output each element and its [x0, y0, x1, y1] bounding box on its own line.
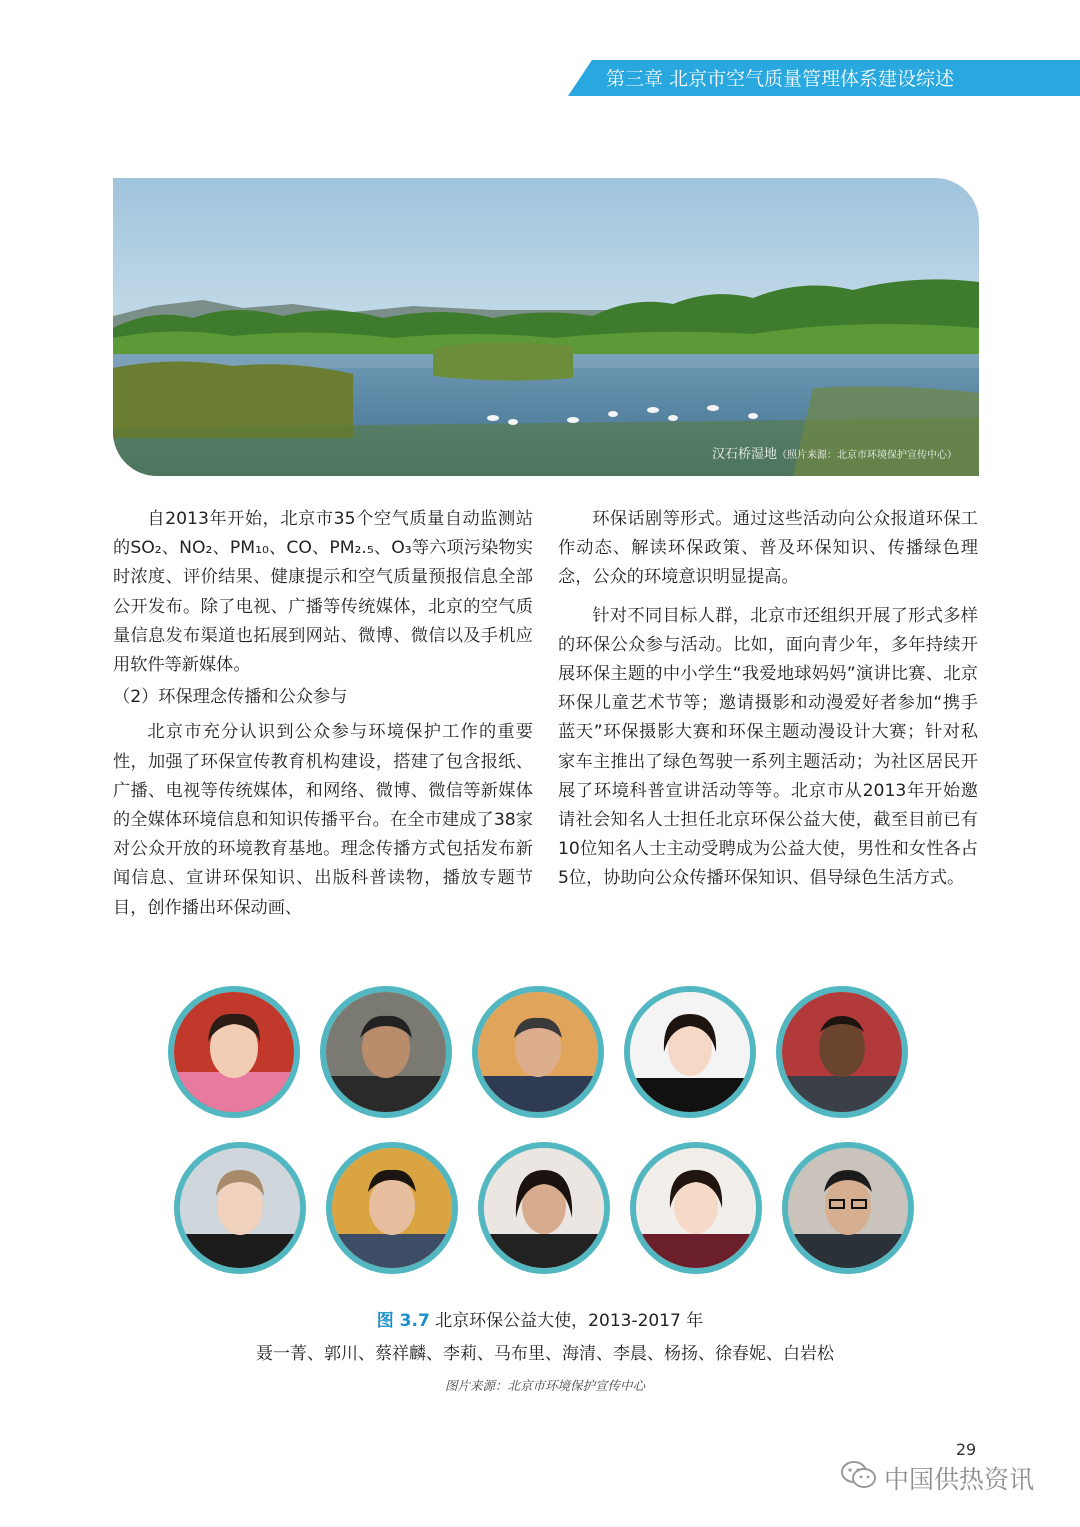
- right-paragraph-2: 针对不同目标人群，北京市还组织开展了形式多样的环保公众参与活动。比如，面向青少年，多年持续开展环保主题的中小学生“我爱地球妈妈”演讲比赛、北京环保儿童艺术节等；邀请摄影和动漫爱好者参加“携手蓝天”环保摄影大赛和环保主题动漫设计大赛；针对私家车主推出了绿色驾驶一系列主题活动；为社区居民开展了环境科普宣讲活动等等。北京市从2013年开始邀请社会知名人士担任北京环保公益大使，截至目前已有10位知名人士主动受聘成为公益大使，男性和女性各占5位，协助向公众传播环保知识、倡导绿色生活方式。: [558, 605, 978, 889]
- portrait-3: [472, 986, 604, 1118]
- left-paragraph-2: 北京市充分认识到公众参与环境保护工作的重要性，加强了环保宣传教育机构建设，搭建了包含报纸、广播、电视等传统媒体，和网络、微博、微信等新媒体的全媒体环境信息和知识传播平台。在全市建成了38家对公众开放的环境教育基地。理念传播方式包括发布新闻信息、宣讲环保知识、出版科普读物，播放专题节目，创作播出环保动画、: [113, 722, 533, 918]
- watermark-text: 中国供热资讯: [884, 1465, 1035, 1494]
- left-paragraph-1: 自2013年开始，北京市35个空气质量自动监测站的SO₂、NO₂、PM₁₀、CO、PM₂.₅、O₃等六项污染物实时浓度、评价结果、健康提示和空气质量预报信息全部公开发布。除了电视、广播等传统媒体，北京的空气质量信息发布渠道也拓展到网站、微博、微信以及手机应用软件等新媒体。: [113, 509, 533, 676]
- portrait-4: [624, 986, 756, 1118]
- figure-source: 图片来源：北京市环境保护宣传中心: [444, 1378, 645, 1393]
- watermark: [840, 1460, 1034, 1496]
- figure-title: [0, 1308, 1080, 1334]
- chapter-title: 第三章 北京市空气质量管理体系建设综述: [606, 68, 955, 90]
- wechat-icon: [840, 1459, 884, 1497]
- right-text-column: [558, 505, 978, 894]
- figure-title-text: 北京环保公益大使，2013-2017 年: [435, 1311, 704, 1331]
- section-heading: （2）环保理念传播和公众参与: [113, 687, 348, 708]
- page-number: 29: [955, 1440, 977, 1459]
- portrait-2: [320, 986, 452, 1118]
- figure-number: 图 3.7: [376, 1311, 430, 1331]
- photo-caption-source: （照片来源：北京市环境保护宣传中心）: [777, 450, 957, 461]
- photo-caption-main: 汉石桥湿地: [711, 447, 777, 462]
- left-text-column: [113, 505, 533, 923]
- portrait-7: [326, 1142, 458, 1274]
- portrait-8: [478, 1142, 610, 1274]
- photo-caption: [712, 443, 957, 462]
- portrait-9: [630, 1142, 762, 1274]
- portrait-1: [168, 986, 300, 1118]
- portrait-5: [776, 986, 908, 1118]
- figure-names: 聂一菁、郭川、蔡祥麟、李莉、马布里、海清、李晨、杨扬、徐春妮、白岩松: [256, 1344, 834, 1364]
- right-paragraph-1: 环保话剧等形式。通过这些活动向公众报道环保工作动态、解读环保政策、普及环保知识、传播绿色理念，公众的环境意识明显提高。: [558, 509, 978, 588]
- portrait-6: [174, 1142, 306, 1274]
- wetland-photo: [113, 178, 979, 476]
- ambassador-portraits: [164, 980, 924, 1290]
- portrait-10: [782, 1142, 914, 1274]
